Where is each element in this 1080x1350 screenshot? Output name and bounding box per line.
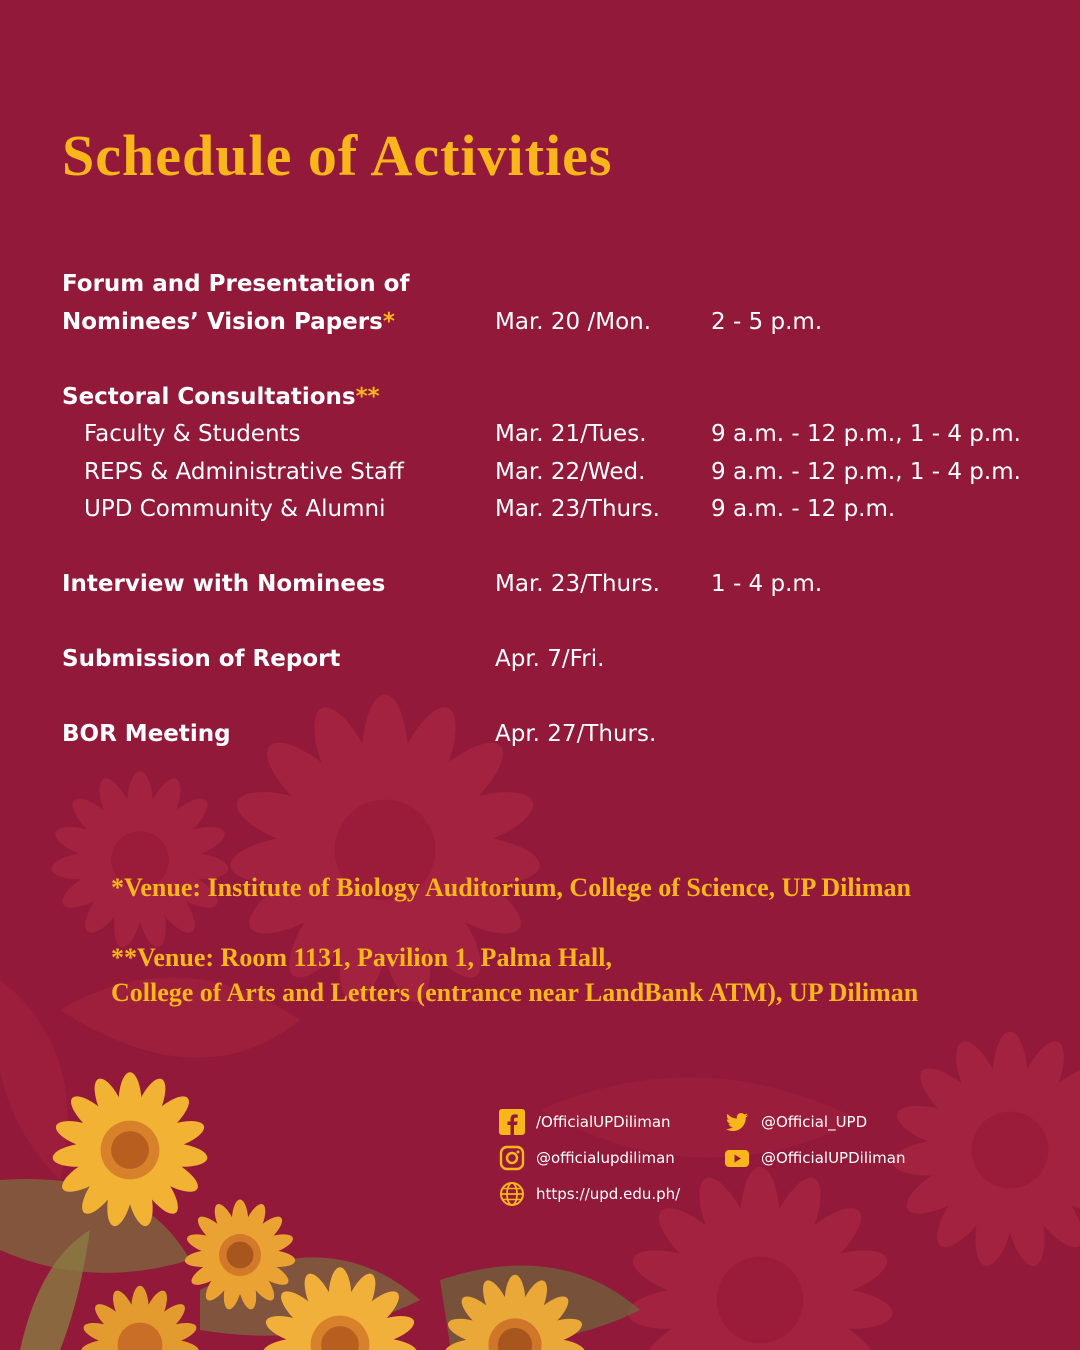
activity-label: Interview with Nominees xyxy=(62,571,386,597)
activity-date: Mar. 23/Thurs. xyxy=(495,571,660,597)
social-instagram[interactable] xyxy=(499,1145,675,1171)
instagram-icon xyxy=(499,1145,525,1171)
activity-label: Forum and Presentation of xyxy=(62,271,410,297)
activity-time: 2 - 5 p.m. xyxy=(711,309,823,335)
globe-icon xyxy=(499,1181,525,1207)
activity-time: 1 - 4 p.m. xyxy=(711,571,823,597)
activity-date: Mar. 23/Thurs. xyxy=(495,496,660,522)
sub-activity-label: UPD Community & Alumni xyxy=(84,496,386,522)
venue-note-1: *Venue: Institute of Biology Auditorium, College of Science, UP Diliman xyxy=(111,873,911,902)
social-twitter[interactable] xyxy=(724,1109,867,1135)
instagram-handle: @officialupdiliman xyxy=(536,1149,675,1167)
venue-note-2-line1: **Venue: Room 1131, Pavilion 1, Palma Hall, xyxy=(111,943,612,972)
facebook-handle: /OfficialUPDiliman xyxy=(536,1113,671,1131)
activity-date: Apr. 7/Fri. xyxy=(495,646,605,672)
activity-date: Apr. 27/Thurs. xyxy=(495,721,657,747)
twitter-handle: @Official_UPD xyxy=(761,1113,868,1131)
venue-asterisk: ** xyxy=(355,384,380,410)
activity-label: Sectoral Consultations** xyxy=(62,384,380,410)
venue-note-2-line2: College of Arts and Letters (entrance near LandBank ATM), UP Diliman xyxy=(111,978,919,1007)
activity-date: Mar. 22/Wed. xyxy=(495,459,646,485)
youtube-handle: @OfficialUPDiliman xyxy=(761,1149,906,1167)
sub-activity-label: REPS & Administrative Staff xyxy=(84,459,404,485)
activity-time: 9 a.m. - 12 p.m. xyxy=(711,496,896,522)
twitter-icon xyxy=(724,1109,750,1135)
activity-label: BOR Meeting xyxy=(62,721,231,747)
facebook-icon xyxy=(499,1109,525,1135)
venue-asterisk: * xyxy=(382,309,395,335)
activity-label: Submission of Report xyxy=(62,646,341,672)
social-youtube[interactable] xyxy=(724,1145,905,1171)
activity-time: 9 a.m. - 12 p.m., 1 - 4 p.m. xyxy=(711,421,1021,447)
page-title: Schedule of Activities xyxy=(62,123,613,188)
social-facebook[interactable] xyxy=(499,1109,671,1135)
activity-time: 9 a.m. - 12 p.m., 1 - 4 p.m. xyxy=(711,459,1021,485)
activity-label: Nominees’ Vision Papers* xyxy=(62,309,395,335)
website-link: https://upd.edu.ph/ xyxy=(536,1185,681,1203)
social-website[interactable] xyxy=(499,1181,680,1207)
sub-activity-label: Faculty & Students xyxy=(84,421,301,447)
youtube-icon xyxy=(724,1145,750,1171)
activity-date: Mar. 20 /Mon. xyxy=(495,309,652,335)
activity-date: Mar. 21/Tues. xyxy=(495,421,647,447)
